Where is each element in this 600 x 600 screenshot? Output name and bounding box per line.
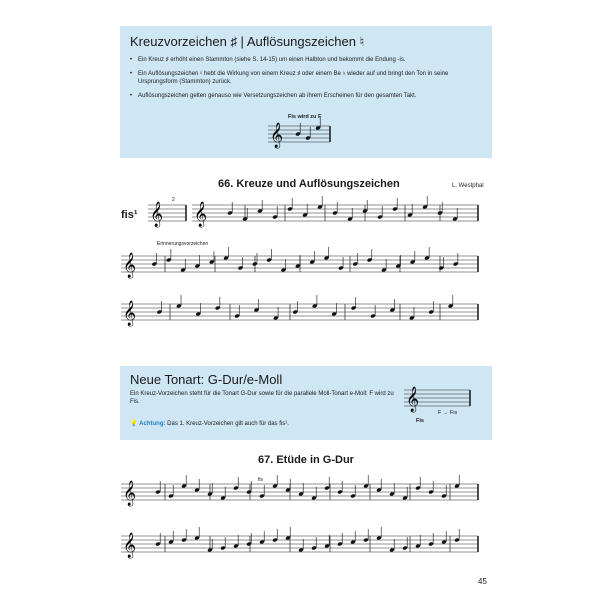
piece-67-title: 67. Etüde in G-Dur [258,454,354,466]
box-title: Kreuzvorzeichen ♯ | Auflösungszeichen ♮ [130,34,365,49]
composer: L. Westphal [452,183,484,189]
diagram-arrow-text: F → Fis [438,410,458,416]
annotation-fis: fis [258,477,263,483]
example-staff-treble-clef: 𝄞 [270,123,284,148]
annotation-erinnerungsvorzeichen: Erinnerungsvorzeichen [157,241,209,247]
staff-66-2-treble-clef: 𝄞 [123,253,137,278]
note-label-fis: fis¹ [121,209,138,221]
example-label: Fis wird zu F [288,114,322,120]
box-title: Neue Tonart: G-Dur/e-Moll [130,372,283,387]
staff-67-2-treble-clef: 𝄞 [123,533,137,558]
achtung-text: Das 1. Kreuz-Vorzeichen gilt auch für das fis¹. [167,421,289,427]
achtung-label: Achtung: [139,421,166,427]
staves [121,117,478,558]
fingering-number: 2 [172,197,175,203]
bulb-icon: 💡 [130,421,138,427]
bullet-2: • Ein Auflösungszeichen ♮ hebt die Wirkung von einem Kreuz ♯ oder einem Be ♭ wieder auf und bringt den Ton in seine Ursprungsform (Stammton) zurück. [130,70,482,86]
box-text: Ein Kreuz-Vorzeichen steht für die Tonart G-Dur sowie für die parallele Moll-Tonart e-Moll: F wird zu Fis. [130,391,394,405]
bullet-1: • Ein Kreuz ♯ erhöht einen Stammton (siehe S. 14-15) um einen Halbton und bekommt die Endung -is. [130,56,482,64]
staff-66-3-treble-clef: 𝄞 [123,301,137,326]
piece-66-title: 66. Kreuze und Auflösungszeichen [218,178,400,190]
staff-67-1-treble-clef: 𝄞 [123,481,137,506]
diagram-label: Fis [416,418,424,424]
staff-66-1-treble-clef: 𝄞 [194,202,208,227]
key-diagram-staff-treble-clef: 𝄞 [406,387,420,412]
page-number: 45 [478,577,487,586]
bullet-3: • Auflösungszeichen gelten genauso wie Versetzungszeichen ab ihrem Erscheinen für den gesamten Takt. [130,92,482,100]
fis-staff-treble-clef: 𝄞 [150,202,164,227]
